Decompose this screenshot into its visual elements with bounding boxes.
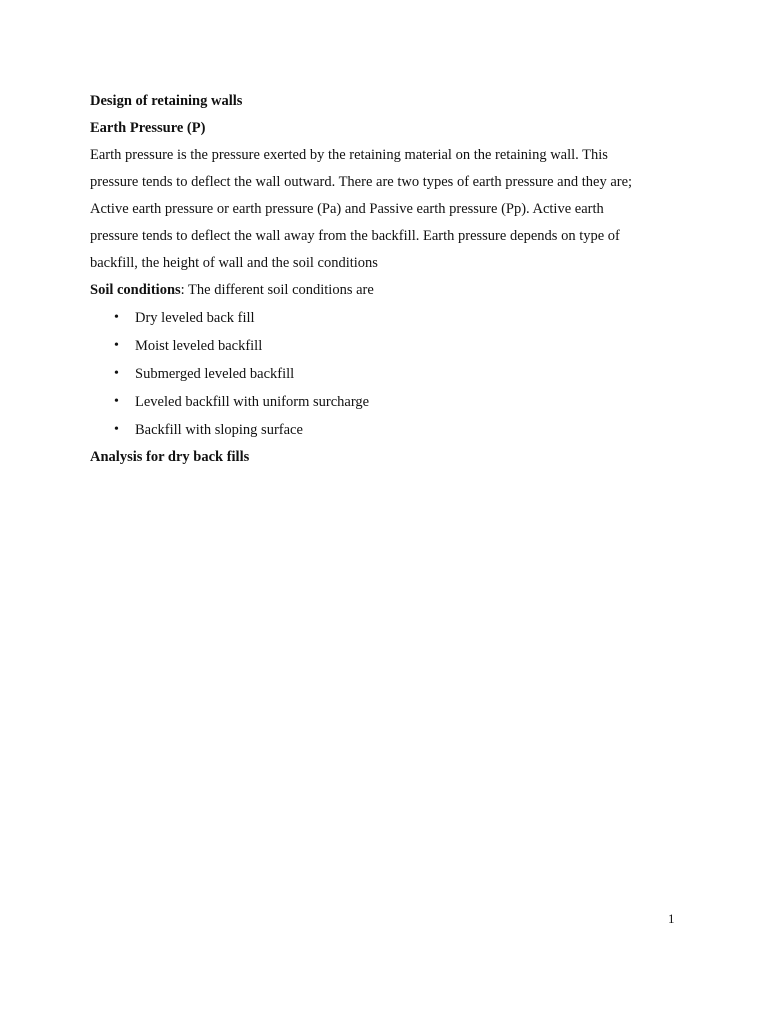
- bullet-icon: •: [114, 310, 119, 325]
- page-content: [90, 88, 690, 471]
- page-number: 1: [668, 911, 675, 926]
- analysis-heading: Analysis for dry back fills: [90, 449, 250, 465]
- list-item: [90, 416, 690, 444]
- list-item-text: Dry leveled back fill: [135, 310, 255, 326]
- paragraph-line: pressure tends to deflect the wall outward. There are two types of earth pressure and they are;: [90, 174, 633, 190]
- list-item-text: Backfill with sloping surface: [135, 422, 303, 438]
- list-item: [90, 360, 690, 388]
- bullet-icon: •: [114, 422, 119, 437]
- bullet-icon: •: [114, 338, 119, 353]
- paragraph-line: Active earth pressure or earth pressure (Pa) and Passive earth pressure (Pp). Active earth: [90, 201, 604, 217]
- list-item-text: Leveled backfill with uniform surcharge: [135, 394, 370, 410]
- soil-conditions-label: Soil conditions: [90, 282, 181, 298]
- list-item-text: Moist leveled backfill: [135, 338, 263, 354]
- paragraph-line: backfill, the height of wall and the soil conditions: [90, 255, 378, 271]
- soil-conditions-intro: [90, 277, 690, 304]
- list-item: [90, 332, 690, 360]
- paragraph-line: pressure tends to deflect the wall away from the backfill. Earth pressure depends on type of: [90, 228, 620, 244]
- soil-conditions-list: [90, 304, 690, 444]
- list-item: [90, 388, 690, 416]
- section-heading: Earth Pressure (P): [90, 120, 206, 136]
- bullet-icon: •: [114, 366, 119, 381]
- soil-conditions-text: : The different soil conditions are: [180, 282, 374, 298]
- earth-pressure-paragraph: [90, 142, 690, 277]
- list-item: [90, 304, 690, 332]
- document-title: Design of retaining walls: [90, 93, 243, 109]
- bullet-icon: •: [114, 394, 119, 409]
- paragraph-line: Earth pressure is the pressure exerted by the retaining material on the retaining wall. This: [90, 147, 608, 163]
- list-item-text: Submerged leveled backfill: [135, 366, 295, 382]
